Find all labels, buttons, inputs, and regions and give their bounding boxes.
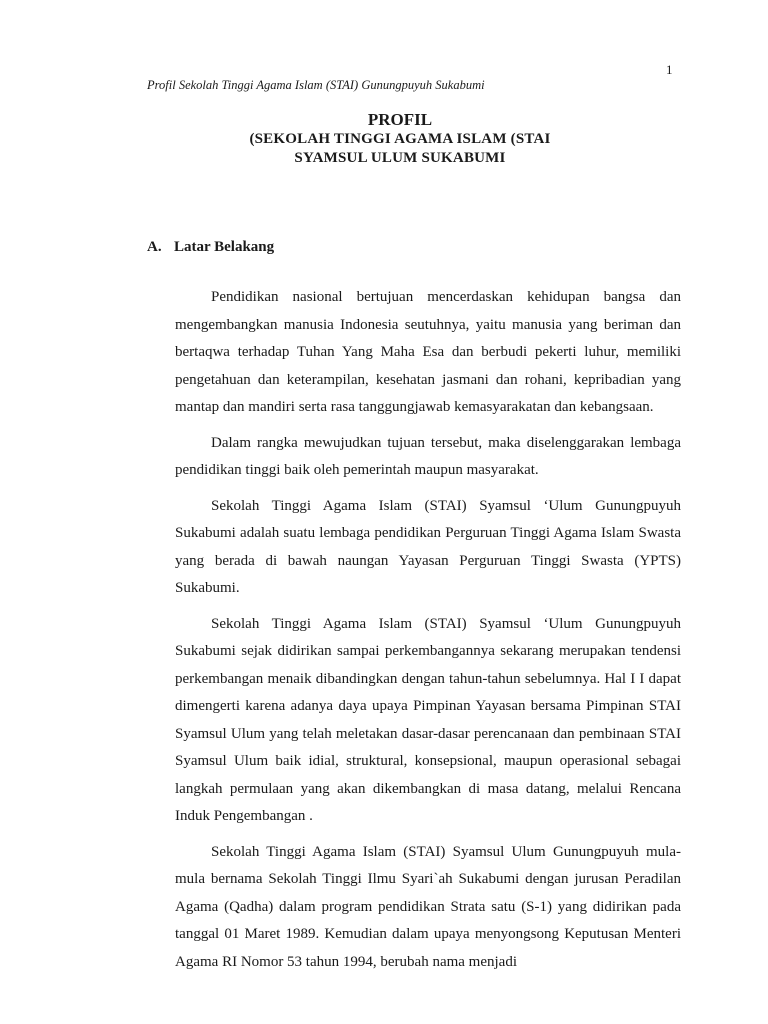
paragraph: Sekolah Tinggi Agama Islam (STAI) Syamsul Ulum Gunungpuyuh mula-mula bernama Sekolah Tinggi Ilmu Syari`ah Sukabumi dengan jurusan Peradilan Agama (Qadha) dalam program pendidikan Strata satu (S-1) yang didirikan pada tanggal 01 Maret 1989. Kemudian dalam upaya menyongsong Keputusan Menteri Agama RI Nomor 53 tahun 1994, berubah nama menjadi <box>175 843 681 970</box>
paragraph: Sekolah Tinggi Agama Islam (STAI) Syamsul ‘Ulum Gunungpuyuh Sukabumi adalah suatu lembaga pendidikan Perguruan Tinggi Agama Islam Swasta yang berada di bawah naungan Yayasan Perguruan Tinggi Swasta (YPTS) Sukabumi. <box>175 497 681 596</box>
section-title: Latar Belakang <box>174 239 275 255</box>
paragraph: Dalam rangka mewujudkan tujuan tersebut, maka diselenggarakan lembaga pendidikan tinggi baik oleh pemerintah maupun masyarakat. <box>175 434 681 478</box>
body-text <box>175 284 681 984</box>
title-block <box>120 110 680 168</box>
paragraph: Sekolah Tinggi Agama Islam (STAI) Syamsul ‘Ulum Gunungpuyuh Sukabumi sejak didirikan sampai perkembangannya sekarang merupakan tendensi perkembangan menaik dibandingkan dengan tahun-tahun sebelumnya. Hal I I dapat dimengerti karena adanya daya upaya Pimpinan Yayasan bersama Pimpinan STAI Syamsul Ulum yang telah meletakan dasar-dasar perencanaan dan pembinaan STAI Syamsul Ulum baik idial, struktural, konsepsional, maupun operasional sebagai langkah permulaan yang akan dikembangkan di masa datang, melalui Rencana Induk Pengembangan . <box>175 615 681 824</box>
running-header: Profil Sekolah Tinggi Agama Islam (STAI) Gunungpuyuh Sukabumi <box>147 78 485 92</box>
document-title: PROFIL <box>367 110 433 129</box>
paragraph: Pendidikan nasional bertujuan mencerdaskan kehidupan bangsa dan mengembangkan manusia Indonesia seutuhnya, yaitu manusia yang beriman dan bertaqwa terhadap Tuhan Yang Maha Esa dan berbudi pekerti luhur, memiliki pengetahuan dan keterampilan, kesehatan jasmani dan rohani, kepribadian yang mantap dan mandiri serta rasa tanggungjawab kemasyarakatan dan kebangsaan. <box>175 289 681 415</box>
page-number: 1 <box>666 62 673 77</box>
section-heading <box>147 239 274 256</box>
document-subtitle-line-2: SYAMSUL ULUM SUKABUMI <box>294 150 506 166</box>
document-subtitle-line-1: (SEKOLAH TINGGI AGAMA ISLAM (STAI <box>249 131 551 147</box>
section-letter: A. <box>147 239 162 255</box>
